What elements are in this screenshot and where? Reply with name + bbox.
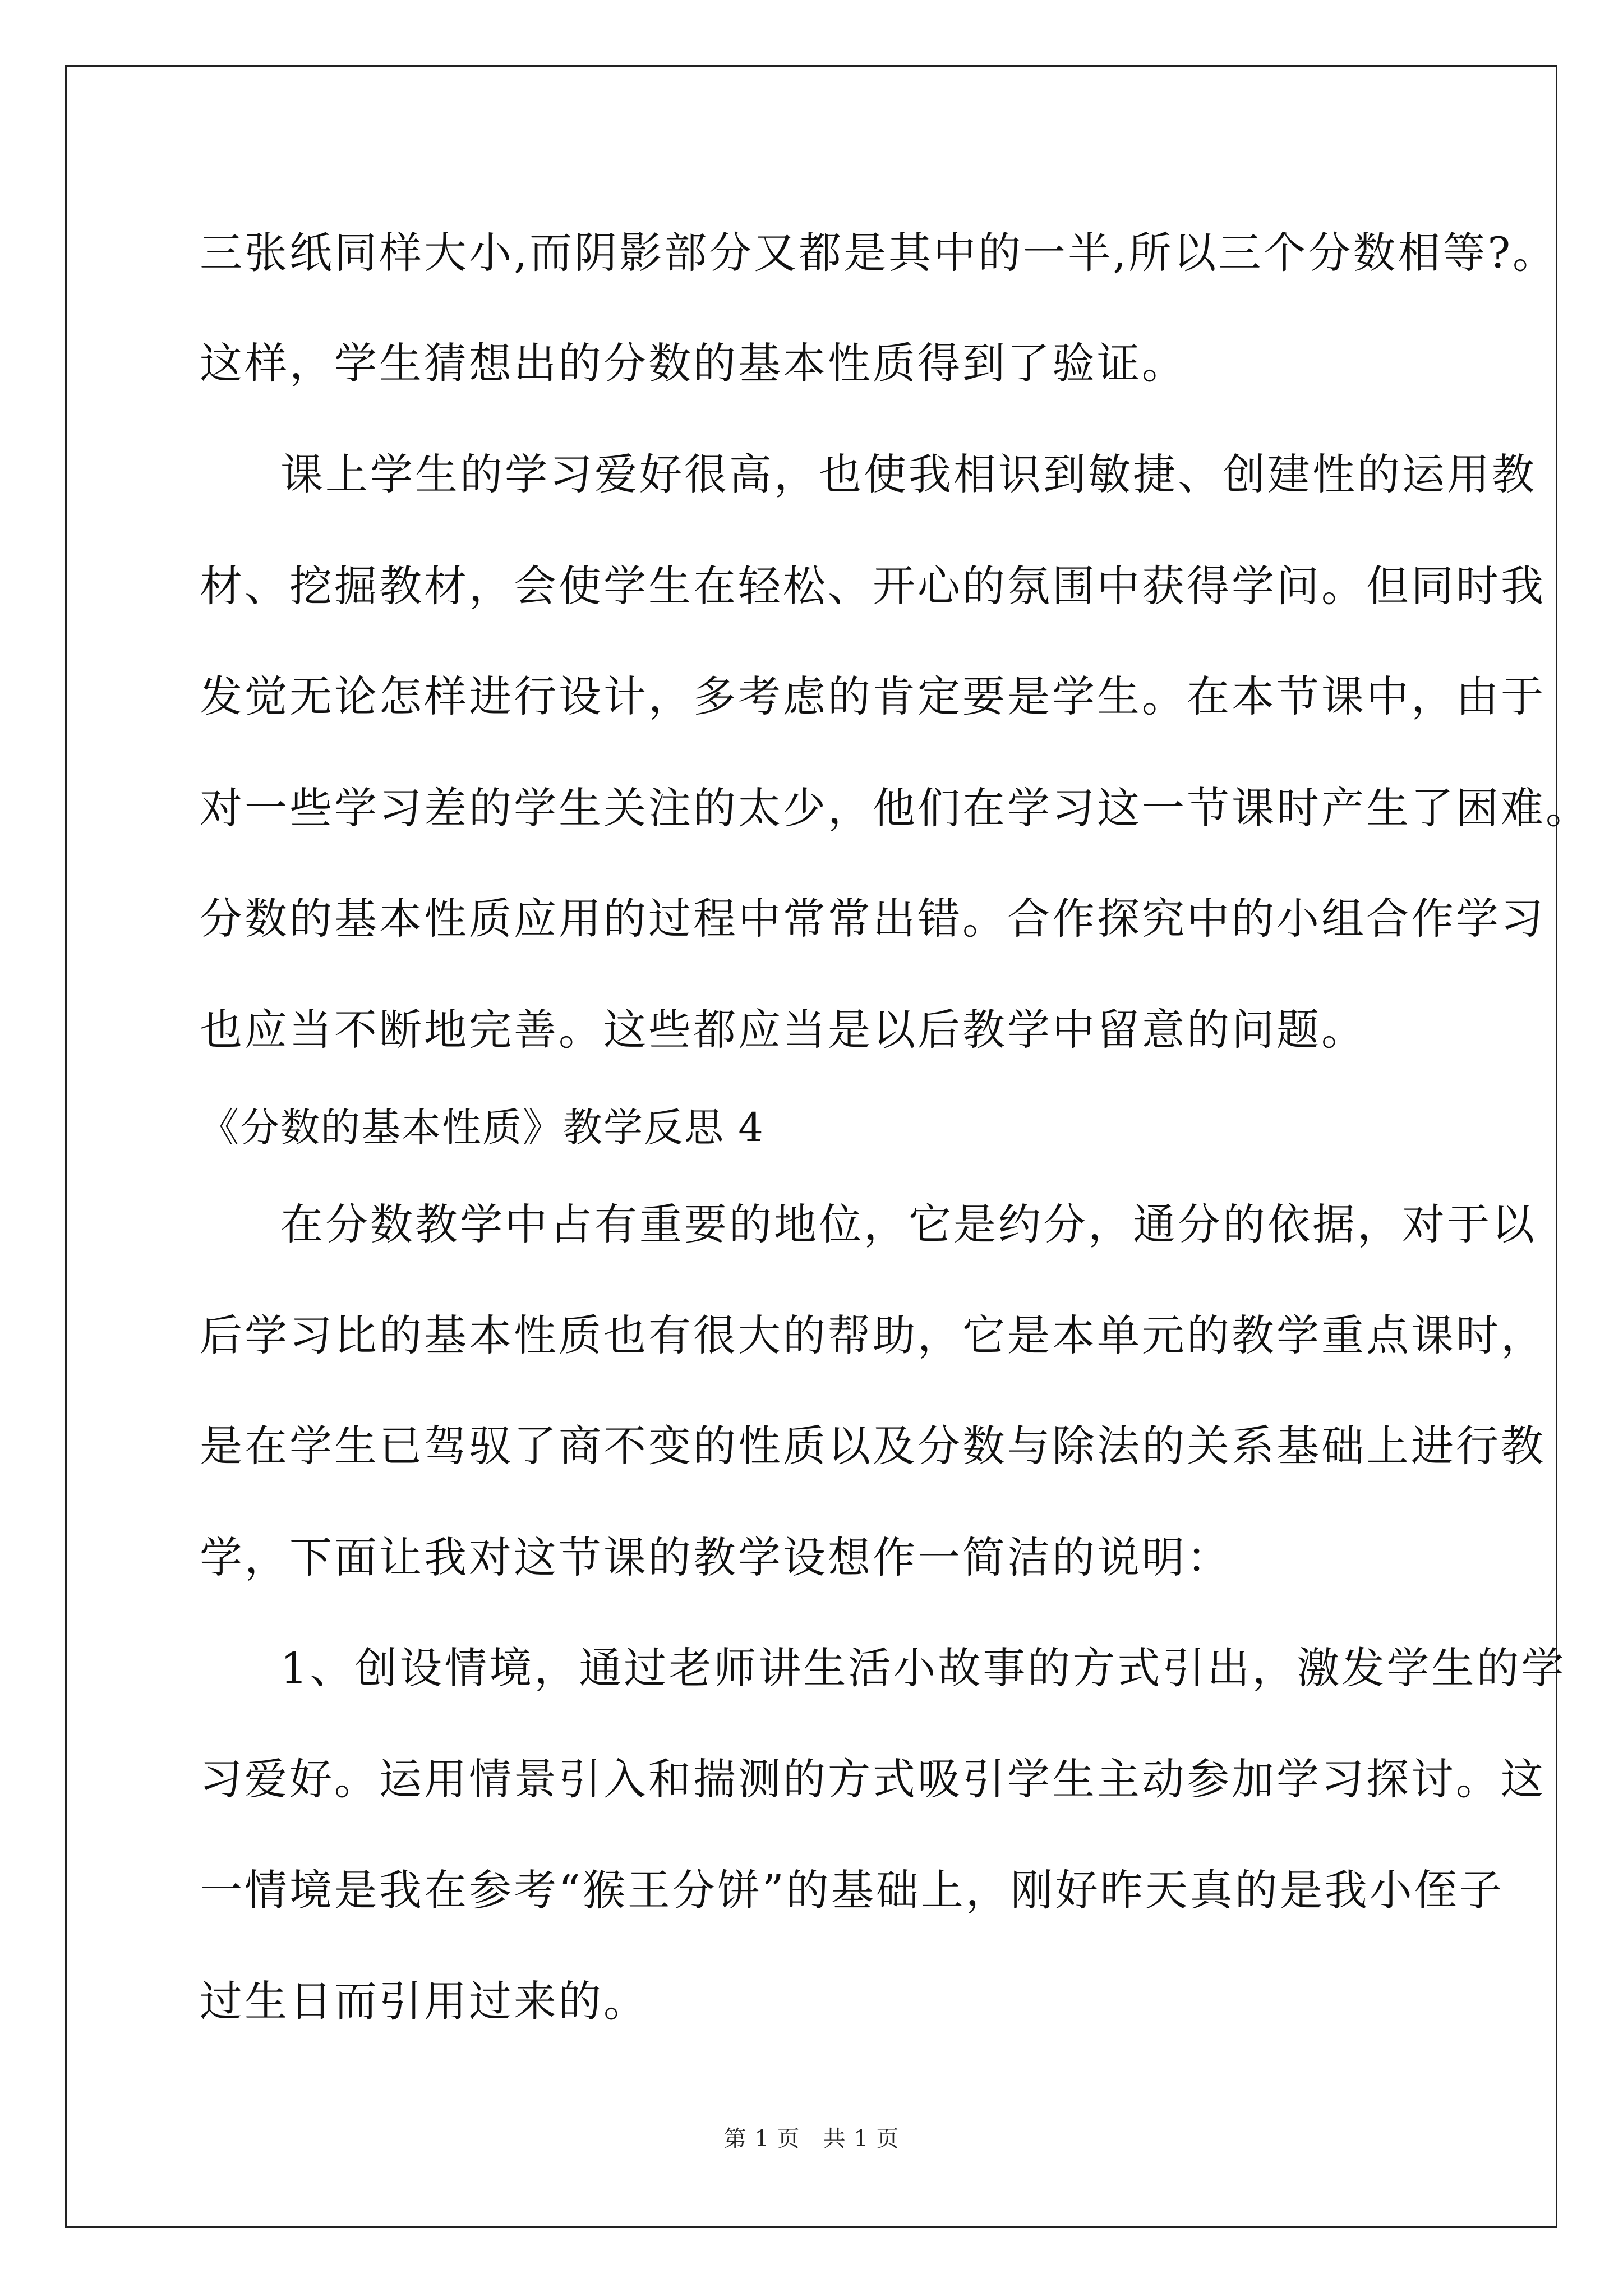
text-line: 学，下面让我对这节课的教学设想作一简洁的说明：: [200, 1533, 1232, 1582]
text-line: 课上学生的学习爱好很高，也使我相识到敏捷、创建性的运用教: [280, 449, 1537, 499]
text-line: 过生日而引用过来的。: [200, 1976, 648, 2026]
text-line: 这样，学生猜想出的分数的基本性质得到了验证。: [200, 338, 1187, 388]
text-line: 后学习比的基本性质也有很大的帮助，它是本单元的教学重点课时，: [200, 1310, 1546, 1360]
section-heading: 《分数的基本性质》教学反思 4: [200, 1105, 764, 1151]
text-line: 分数的基本性质应用的过程中常常出错。合作探究中的小组合作学习: [200, 894, 1546, 944]
text-line: 在分数教学中占有重要的地位，它是约分，通分的依据，对于以: [280, 1199, 1537, 1249]
text-line: 材、挖掘教材，会使学生在轻松、开心的氛围中获得学问。但同时我: [200, 561, 1546, 611]
text-line: 习爱好。运用情景引入和揣测的方式吸引学生主动参加学习探讨。这: [200, 1754, 1546, 1804]
text-line: 对一些学习差的学生关注的太少，他们在学习这一节课时产生了困难。: [200, 783, 1590, 833]
text-line: 发觉无论怎样进行设计，多考虑的肯定要是学生。在本节课中，由于: [200, 671, 1546, 721]
text-line: 是在学生已驾驭了商不变的性质以及分数与除法的关系基础上进行教: [200, 1421, 1546, 1471]
text-line: 也应当不断地完善。这些都应当是以后教学中留意的问题。: [200, 1005, 1366, 1055]
text-line: 1、创设情境，通过老师讲生活小故事的方式引出，激发学生的学: [280, 1643, 1566, 1693]
text-line: 一情境是我在参考“猴王分饼”的基础上，刚好昨天真的是我小侄子: [200, 1865, 1504, 1915]
page-footer: 第 1 页 共 1 页: [723, 2126, 900, 2152]
text-line: 三张纸同样大小,而阴影部分又都是其中的一半,所以三个分数相等?。: [200, 228, 1558, 278]
